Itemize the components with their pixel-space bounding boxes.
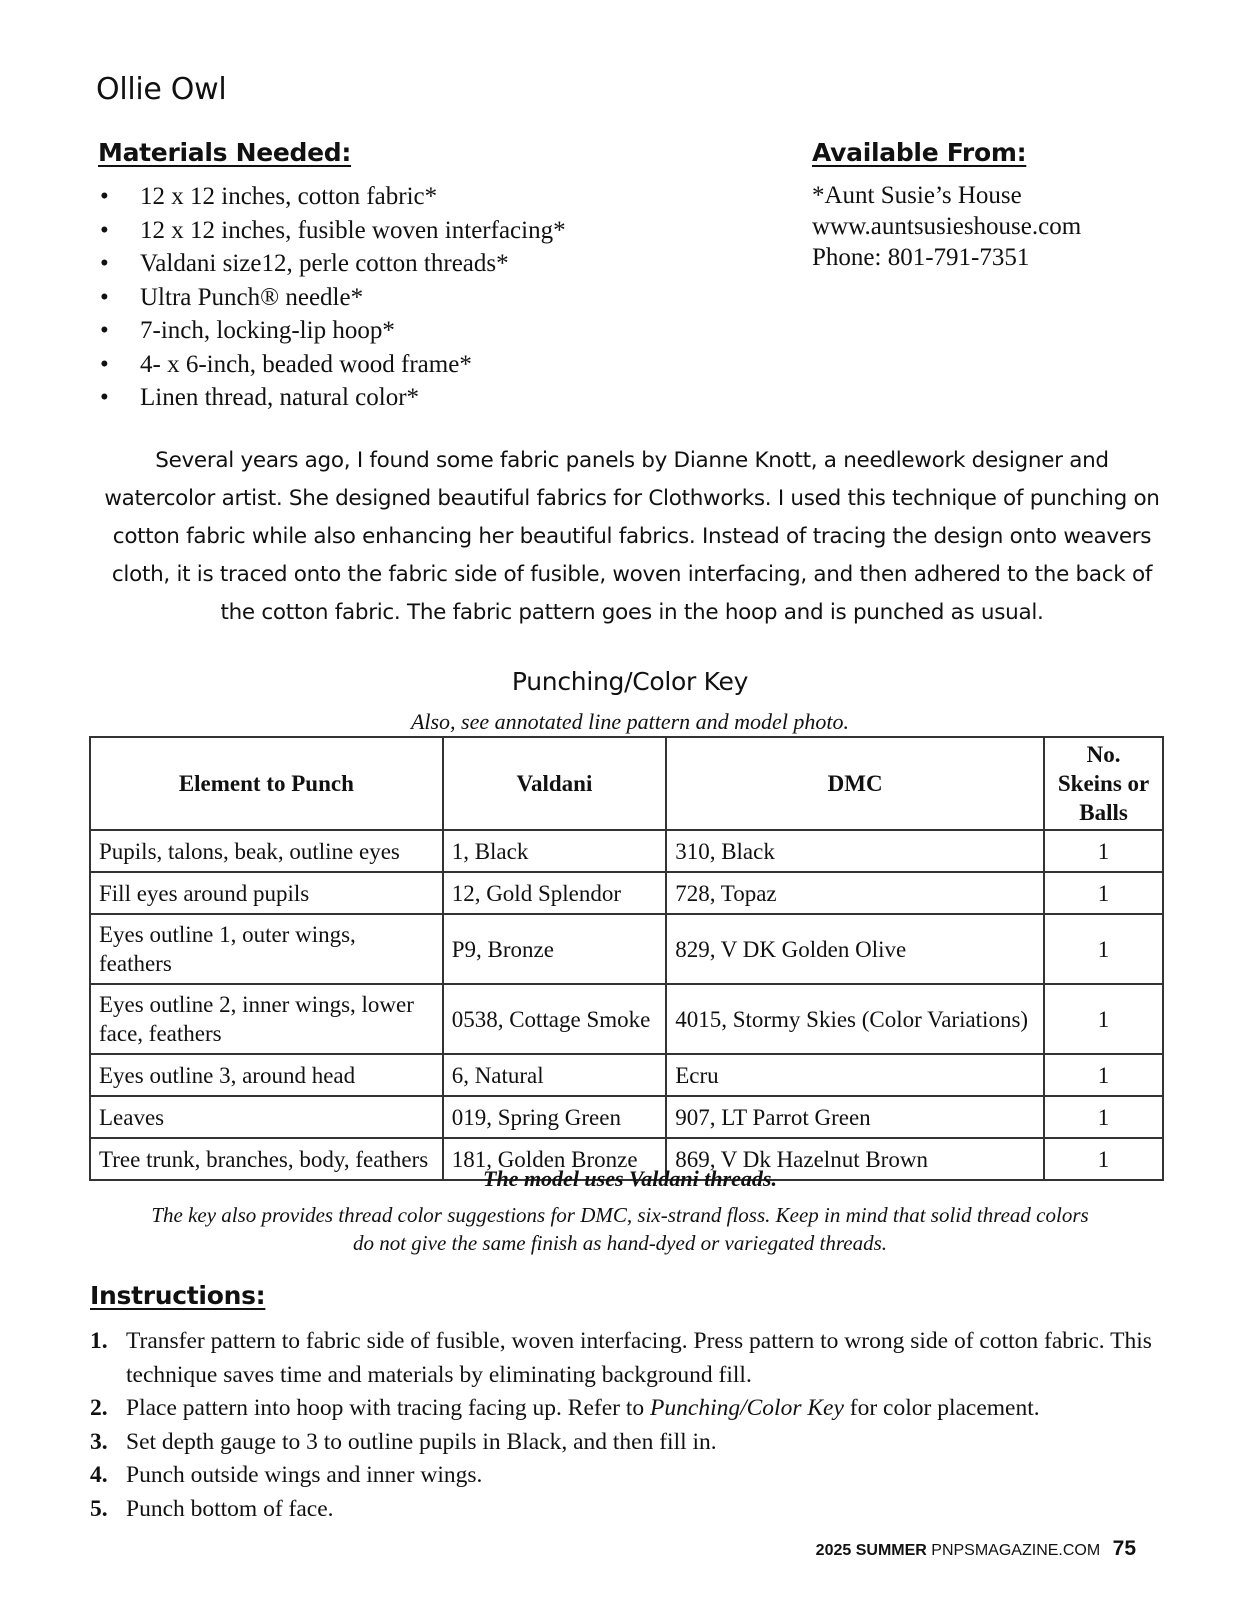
- supplier-phone: Phone: 801-791-7351: [812, 244, 1030, 271]
- col-header-dmc: DMC: [666, 737, 1044, 830]
- step-number: 3.: [90, 1428, 108, 1455]
- supplier-info: [812, 180, 1081, 273]
- step-number: 4.: [90, 1462, 108, 1488]
- cell-dmc: 728, Topaz: [666, 872, 1044, 914]
- cell-qty: 1: [1044, 914, 1163, 984]
- cell-valdani: 181, Golden Bronze: [443, 1138, 667, 1180]
- step-text: for color placement.: [843, 1395, 1040, 1421]
- cell-dmc: 907, LT Parrot Green: [666, 1096, 1044, 1138]
- cell-dmc: 869, V Dk Hazelnut Brown: [666, 1138, 1044, 1180]
- instruction-step: [90, 1426, 1170, 1460]
- cell-dmc: Ecru: [666, 1054, 1044, 1096]
- instruction-step: [90, 1392, 1170, 1426]
- page-title: Ollie Owl: [96, 72, 227, 107]
- cell-element: Leaves: [90, 1096, 443, 1138]
- cell-qty: 1: [1044, 872, 1163, 914]
- cell-valdani: 1, Black: [443, 830, 667, 872]
- step-number: 1.: [90, 1328, 108, 1354]
- cell-element: Eyes outline 1, outer wings, feathers: [90, 914, 443, 984]
- table-row: [90, 984, 1163, 1054]
- col-header-element: Element to Punch: [90, 737, 443, 830]
- intro-paragraph: Several years ago, I found some fabric panels by Dianne Knott, a needlework designer and watercolor artist. She designed beautiful fabrics for Clothworks. I used this technique of punching on cotton fabric while also enhancing her beautiful fabrics. Instead of tracing the design onto weavers cloth, it is traced onto the fabric side of fusible, woven interfacing, and then adhered to the back of the cotton fabric. The fabric pattern goes in the hoop and is punched as usual.: [104, 448, 1160, 625]
- cell-valdani: 0538, Cottage Smoke: [443, 984, 667, 1054]
- cell-dmc: 310, Black: [666, 830, 1044, 872]
- color-key-table: [89, 736, 1164, 1181]
- materials-item: • 7-inch, locking-lip hoop*: [98, 314, 566, 348]
- page-footer: [816, 1537, 1136, 1561]
- materials-item: • 4- x 6-inch, beaded wood frame*: [98, 348, 566, 382]
- cell-valdani: 12, Gold Splendor: [443, 872, 667, 914]
- materials-item: • 12 x 12 inches, fusible woven interfacing*: [98, 214, 566, 248]
- footer-site: PNPSMAGAZINE.COM: [931, 1542, 1101, 1559]
- table-row: [90, 872, 1163, 914]
- cell-qty: 1: [1044, 1096, 1163, 1138]
- materials-heading: Materials Needed:: [98, 138, 352, 167]
- step-text: Place pattern into hoop with tracing facing up. Refer to: [126, 1395, 651, 1421]
- color-key-note: The key also provides thread color suggestions for DMC, six-strand floss. Keep in mind that solid thread colors do not give the same finish as hand-dyed or variegated threads.: [151, 1203, 1089, 1255]
- col-header-valdani: Valdani: [443, 737, 667, 830]
- materials-list: [98, 180, 566, 415]
- supplier-name: *Aunt Susie’s House: [812, 182, 1022, 209]
- step-text: Punch bottom of face.: [126, 1495, 334, 1522]
- step-number: 5.: [90, 1495, 108, 1522]
- table-row: [90, 1054, 1163, 1096]
- table-row: [90, 830, 1163, 872]
- instructions-list: [90, 1325, 1170, 1526]
- cell-qty: 1: [1044, 1138, 1163, 1180]
- cell-element: Eyes outline 2, inner wings, lower face, feathers: [90, 984, 443, 1054]
- cell-qty: 1: [1044, 1054, 1163, 1096]
- color-key-title: Punching/Color Key: [511, 667, 749, 696]
- cell-valdani: 6, Natural: [443, 1054, 667, 1096]
- table-header-row: [90, 737, 1163, 830]
- cell-element: Pupils, talons, beak, outline eyes: [90, 830, 443, 872]
- materials-item: • Linen thread, natural color*: [98, 381, 566, 415]
- instructions-heading: Instructions:: [90, 1281, 266, 1310]
- cell-element: Eyes outline 3, around head: [90, 1054, 443, 1096]
- materials-item: • Valdani size12, perle cotton threads*: [98, 247, 566, 281]
- color-key-subtitle: Also, see annotated line pattern and model photo.: [410, 709, 850, 734]
- cell-element: Tree trunk, branches, body, feathers: [90, 1138, 443, 1180]
- cell-qty: 1: [1044, 830, 1163, 872]
- step-reference: Punching/Color Key: [650, 1395, 844, 1421]
- page-number: 75: [1112, 1537, 1136, 1560]
- instruction-step: [90, 1325, 1170, 1392]
- table-row: [90, 1096, 1163, 1138]
- step-text: Transfer pattern to fabric side of fusible, woven interfacing. Press pattern to wrong side of cotton fabric. This technique saves time and materials by eliminating background fill.: [126, 1328, 1152, 1388]
- col-header-skeins: No. Skeins or Balls: [1044, 737, 1163, 830]
- cell-dmc: 829, V DK Golden Olive: [666, 914, 1044, 984]
- instruction-step: [90, 1493, 1170, 1527]
- step-text: Set depth gauge to 3 to outline pupils in Black, and then fill in.: [126, 1428, 717, 1455]
- step-text: Punch outside wings and inner wings.: [126, 1462, 483, 1488]
- materials-item: • Ultra Punch® needle*: [98, 281, 566, 315]
- instruction-step: [90, 1459, 1170, 1493]
- cell-element: Fill eyes around pupils: [90, 872, 443, 914]
- model-note: The model uses Valdani threads.: [483, 1166, 777, 1191]
- cell-valdani: P9, Bronze: [443, 914, 667, 984]
- materials-item: • 12 x 12 inches, cotton fabric*: [98, 180, 566, 214]
- cell-valdani: 019, Spring Green: [443, 1096, 667, 1138]
- cell-dmc: 4015, Stormy Skies (Color Variations): [666, 984, 1044, 1054]
- table-row: [90, 914, 1163, 984]
- available-heading: Available From:: [812, 138, 1027, 167]
- cell-qty: 1: [1044, 984, 1163, 1054]
- step-number: 2.: [90, 1395, 108, 1421]
- footer-issue: 2025 SUMMER: [815, 1542, 927, 1559]
- supplier-website: www.auntsusieshouse.com: [812, 213, 1082, 240]
